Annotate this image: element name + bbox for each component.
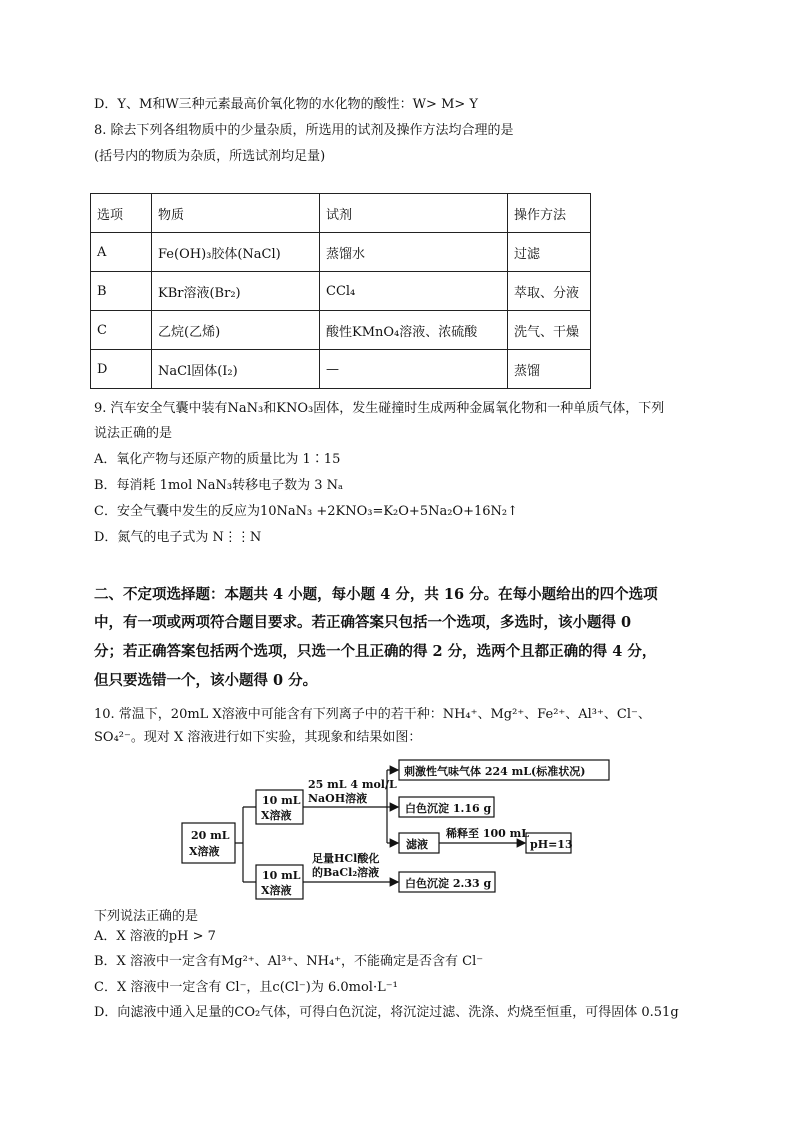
flow-gas-result: 刺激性气味气体 224 mL(标准状况) bbox=[404, 765, 586, 778]
row-d-substance: NaCl固体(I₂) bbox=[152, 350, 320, 389]
flow-precipitate-bottom: 白色沉淀 2.33 g bbox=[405, 877, 492, 890]
section2-line1: 二、不定项选择题：本题共 4 小题，每小题 4 分，共 16 分。在每小题给出的四个选项 bbox=[94, 586, 658, 603]
q9-option-d: D．氮气的电子式为 N⋮⋮N bbox=[94, 530, 262, 545]
q10-option-a: A．X 溶液的pH > 7 bbox=[94, 929, 216, 944]
q9-option-c: C．安全气囊中发生的反应为10NaN₃ +2KNO₃=K₂O+5Na₂O+16N₂↑ bbox=[94, 504, 518, 519]
q9-stem-line2: 说法正确的是 bbox=[94, 426, 173, 441]
row-b-reagent: CCl₄ bbox=[320, 272, 508, 311]
q10-ask: 下列说法正确的是 bbox=[94, 909, 199, 924]
row-a-option: A bbox=[91, 233, 152, 272]
flow-bottom-label-1: 10 mL bbox=[262, 869, 301, 882]
row-d-method: 蒸馏 bbox=[508, 350, 591, 389]
row-b-option: B bbox=[91, 272, 152, 311]
flow-split-line bbox=[235, 807, 256, 882]
row-c-substance: 乙烷(乙烯) bbox=[152, 311, 320, 350]
q10-option-b: B．X 溶液中一定含有Mg²⁺、Al³⁺、NH₄⁺，不能确定是否含有 Cl⁻ bbox=[94, 954, 484, 969]
flow-filtrate: 滤液 bbox=[406, 838, 428, 851]
flow-reagent-top-1: 25 mL 4 mol/L bbox=[308, 778, 397, 791]
q7-option-d: D．Y、M和W三种元素最高价氧化物的水化物的酸性：W> M> Y bbox=[94, 97, 478, 112]
flow-reagent-bottom-2: 的BaCl₂溶液 bbox=[312, 866, 380, 879]
q8-stem-line2: (括号内的物质为杂质，所选试剂均足量) bbox=[94, 149, 326, 164]
row-b-substance: KBr溶液(Br₂) bbox=[152, 272, 320, 311]
row-c-reagent: 酸性KMnO₄溶液、浓硫酸 bbox=[320, 311, 508, 350]
q10-stem-line1: 10. 常温下，20mL X溶液中可能含有下列离子中的若干种：NH₄⁺、Mg²⁺、Fe²⁺、Al³⁺、Cl⁻、 bbox=[94, 707, 651, 722]
row-c-option: C bbox=[91, 311, 152, 350]
flow-top-label-1: 10 mL bbox=[262, 794, 301, 807]
flow-dilute: 稀释至 100 mL bbox=[446, 827, 529, 840]
flow-start-label-2: X溶液 bbox=[189, 845, 220, 858]
flow-top-label-2: X溶液 bbox=[261, 809, 292, 822]
row-a-substance: Fe(OH)₃胶体(NaCl) bbox=[152, 233, 320, 272]
q9-option-b: B．每消耗 1mol NaN₃转移电子数为 3 Nₐ bbox=[94, 478, 344, 493]
header-substance: 物质 bbox=[152, 194, 320, 233]
flow-ph: pH=13 bbox=[530, 838, 573, 851]
q10-option-d: D．向滤液中通入足量的CO₂气体，可得白色沉淀，将沉淀过滤、洗涤、灼烧至恒重，可得固体 0.51g bbox=[94, 1005, 679, 1020]
row-d-option: D bbox=[91, 350, 152, 389]
q9-stem-line1: 9. 汽车安全气囊中装有NaN₃和KNO₃固体，发生碰撞时生成两种金属氧化物和一种单质气体，下列 bbox=[94, 401, 665, 416]
q9-option-a: A．氧化产物与还原产物的质量比为 1∶15 bbox=[94, 452, 341, 467]
flow-reagent-top-2: NaOH溶液 bbox=[308, 792, 368, 805]
section2-line3: 分；若正确答案包括两个选项，只选一个且正确的得 2 分，选两个且都正确的得 4 分， bbox=[94, 643, 657, 660]
flow-reagent-bottom-1: 足量HCl酸化 bbox=[312, 852, 380, 865]
flow-precipitate-top: 白色沉淀 1.16 g bbox=[405, 802, 492, 815]
flow-bottom-label-2: X溶液 bbox=[261, 884, 292, 897]
section2-line4: 但只要选错一个，该小题得 0 分。 bbox=[94, 672, 318, 689]
row-a-reagent: 蒸馏水 bbox=[320, 233, 508, 272]
row-c-method: 洗气、干燥 bbox=[508, 311, 591, 350]
row-b-method: 萃取、分液 bbox=[508, 272, 591, 311]
section2-line2: 中，有一项或两项符合题目要求。若正确答案只包括一个选项，多选时，该小题得 0 bbox=[94, 614, 632, 631]
q10-stem-line2: SO₄²⁻。现对 X 溶液进行如下实验，其现象和结果如图： bbox=[94, 730, 422, 745]
row-a-method: 过滤 bbox=[508, 233, 591, 272]
header-reagent: 试剂 bbox=[320, 194, 508, 233]
q8-stem-line1: 8. 除去下列各组物质中的少量杂质，所选用的试剂及操作方法均合理的是 bbox=[94, 123, 514, 138]
header-option: 选项 bbox=[91, 194, 152, 233]
flow-start-label-1: 20 mL bbox=[191, 829, 230, 842]
q10-option-c: C．X 溶液中一定含有 Cl⁻，且c(Cl⁻)为 6.0mol·L⁻¹ bbox=[94, 980, 398, 995]
header-method: 操作方法 bbox=[508, 194, 591, 233]
row-d-reagent: — bbox=[320, 350, 508, 389]
